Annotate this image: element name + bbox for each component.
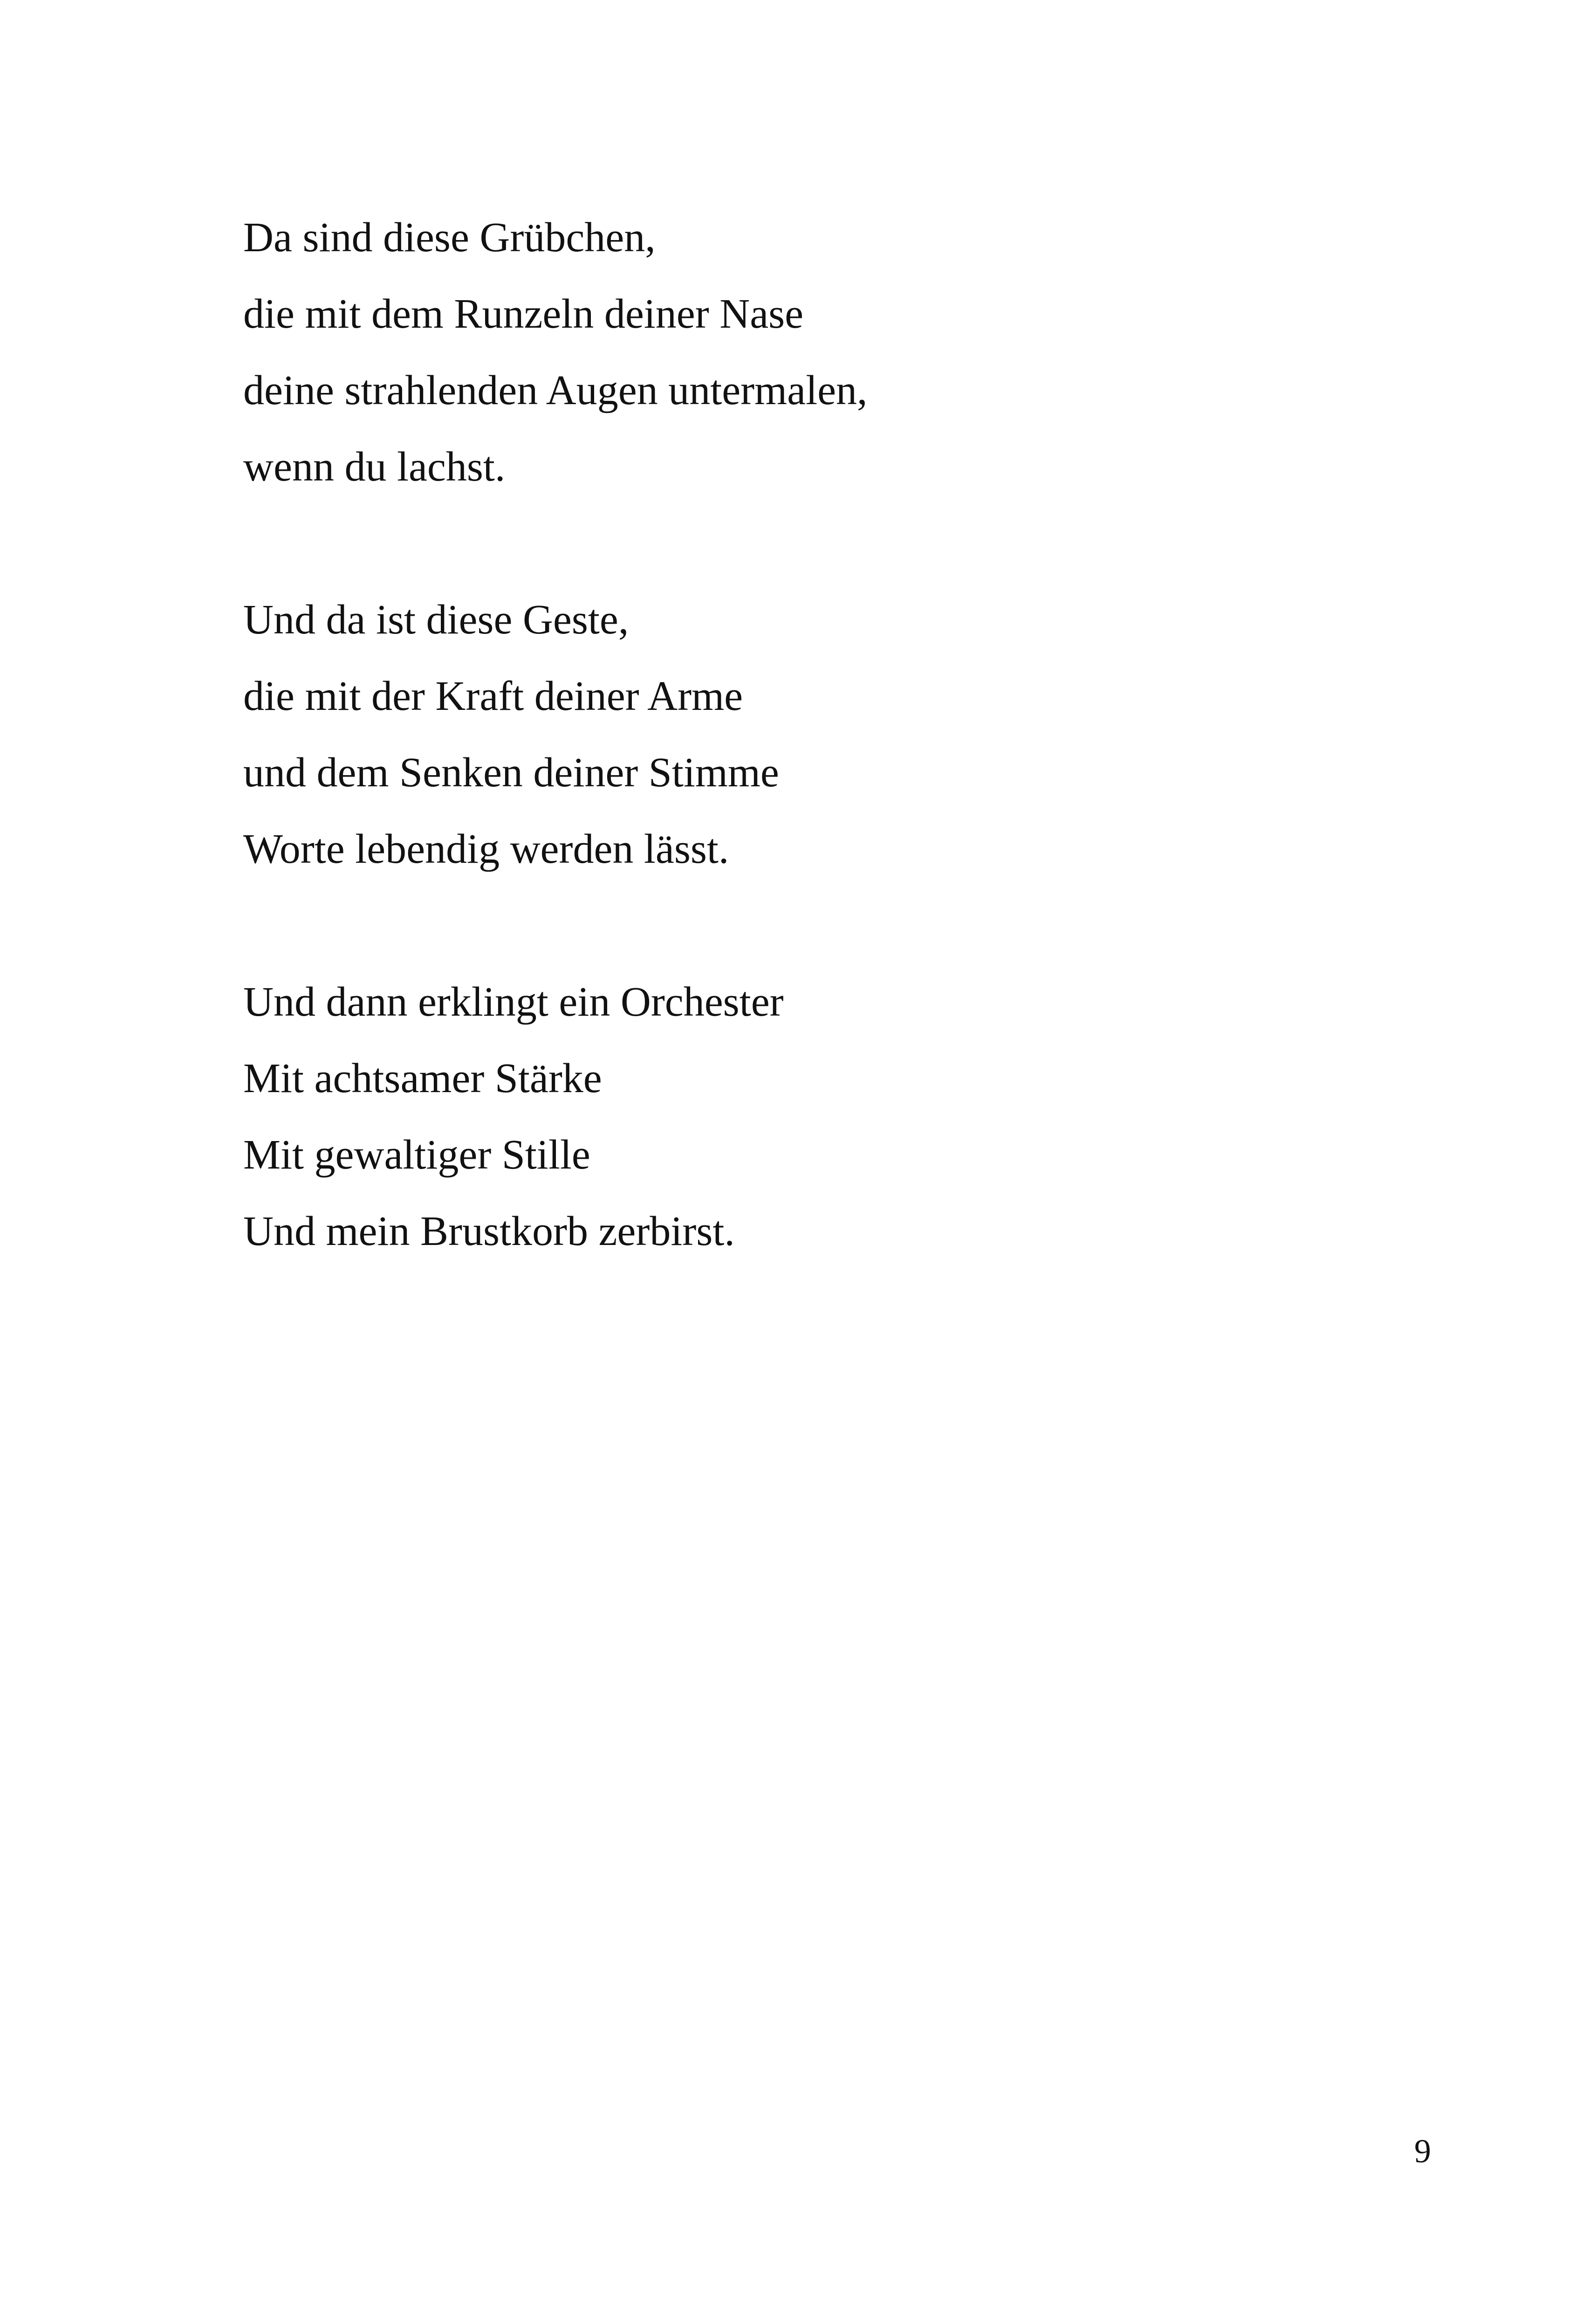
poem bbox=[243, 199, 1362, 1346]
poem-line: die mit der Kraft deiner Arme bbox=[243, 673, 743, 719]
poem-line: Mit gewaltiger Stille bbox=[243, 1132, 590, 1178]
page-number: 9 bbox=[1414, 2132, 1431, 2170]
stanza-1 bbox=[243, 199, 1362, 505]
poem-line: deine strahlenden Augen untermalen, bbox=[243, 367, 868, 413]
poem-line: Da sind diese Grübchen, bbox=[243, 214, 656, 261]
poem-line: Und dann erklingt ein Orchester bbox=[243, 979, 784, 1025]
poem-line: und dem Senken deiner Stimme bbox=[243, 750, 779, 796]
poem-line: Mit achtsamer Stärke bbox=[243, 1055, 602, 1101]
poem-line: wenn du lachst. bbox=[243, 444, 506, 490]
stanza-3 bbox=[243, 964, 1362, 1270]
poem-line: die mit dem Runzeln deiner Nase bbox=[243, 291, 804, 337]
poem-line: Und da ist diese Geste, bbox=[243, 597, 629, 643]
poem-line: Und mein Brustkorb zerbirst. bbox=[243, 1208, 735, 1254]
stanza-2 bbox=[243, 582, 1362, 887]
poem-line: Worte lebendig werden lässt. bbox=[243, 826, 729, 872]
